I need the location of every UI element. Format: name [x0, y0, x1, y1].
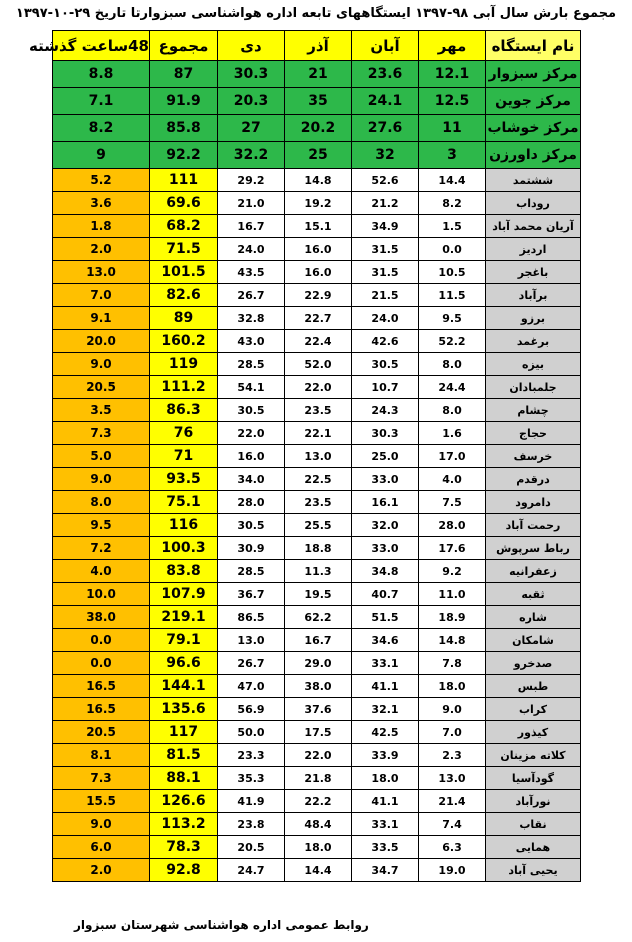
station-name-cell: شاره: [486, 606, 581, 629]
station-name-cell: بیزه: [486, 353, 581, 376]
station-row: [53, 491, 581, 514]
mehr-cell: 11.5: [419, 284, 486, 307]
header-dey: دی: [218, 31, 285, 61]
header-azar: آذر: [285, 31, 352, 61]
aban-cell: 32.1: [352, 698, 419, 721]
last-48h-cell: 16.5: [53, 698, 150, 721]
last-48h-cell: 8.2: [53, 115, 150, 142]
total-cell: 83.8: [150, 560, 218, 583]
azar-cell: 37.6: [285, 698, 352, 721]
station-row: [53, 330, 581, 353]
station-row: [53, 813, 581, 836]
station-row: [53, 215, 581, 238]
total-cell: 107.9: [150, 583, 218, 606]
mehr-cell: 18.0: [419, 675, 486, 698]
dey-cell: 16.0: [218, 445, 285, 468]
station-row: [53, 606, 581, 629]
last-48h-cell: 3.5: [53, 399, 150, 422]
mehr-cell: 3: [419, 142, 486, 169]
dey-cell: 24.0: [218, 238, 285, 261]
dey-cell: 20.3: [218, 88, 285, 115]
aban-cell: 42.6: [352, 330, 419, 353]
station-name-cell: برآباد: [486, 284, 581, 307]
dey-cell: 24.7: [218, 859, 285, 882]
station-row: [53, 353, 581, 376]
dey-cell: 86.5: [218, 606, 285, 629]
aban-cell: 51.5: [352, 606, 419, 629]
station-row: [53, 560, 581, 583]
mehr-cell: 9.0: [419, 698, 486, 721]
last-48h-cell: 9.0: [53, 813, 150, 836]
station-name-cell: برغمد: [486, 330, 581, 353]
aban-cell: 21.5: [352, 284, 419, 307]
last-48h-cell: 5.2: [53, 169, 150, 192]
station-row: [53, 629, 581, 652]
azar-cell: 22.5: [285, 468, 352, 491]
station-name-cell: نقاب: [486, 813, 581, 836]
aban-cell: 42.5: [352, 721, 419, 744]
azar-cell: 17.5: [285, 721, 352, 744]
header-row: [53, 31, 581, 61]
last-48h-cell: 20.0: [53, 330, 150, 353]
aban-cell: 33.1: [352, 813, 419, 836]
dey-cell: 28.5: [218, 353, 285, 376]
azar-cell: 14.8: [285, 169, 352, 192]
station-name-cell: نورآباد: [486, 790, 581, 813]
station-row: [53, 192, 581, 215]
mehr-cell: 4.0: [419, 468, 486, 491]
last-48h-cell: 5.0: [53, 445, 150, 468]
station-row: [53, 698, 581, 721]
rainfall-table: [29, 30, 581, 882]
center-row: [53, 88, 581, 115]
azar-cell: 20.2: [285, 115, 352, 142]
azar-cell: 22.7: [285, 307, 352, 330]
station-name-cell: گودآسیا: [486, 767, 581, 790]
station-name-cell: ثقبه: [486, 583, 581, 606]
last-48h-cell: 9.0: [53, 468, 150, 491]
last-48h-cell: 8.1: [53, 744, 150, 767]
last-48h-cell: 0.0: [53, 629, 150, 652]
aban-cell: 33.5: [352, 836, 419, 859]
azar-cell: 35: [285, 88, 352, 115]
station-name-cell: مرکز خوشاب: [486, 115, 581, 142]
station-name-cell: شامکان: [486, 629, 581, 652]
last-48h-cell: 9.5: [53, 514, 150, 537]
dey-cell: 30.5: [218, 514, 285, 537]
aban-cell: 16.1: [352, 491, 419, 514]
footer-credit: روابط عمومی اداره هواشناسی شهرستان سبزوار: [74, 918, 369, 932]
total-cell: 86.3: [150, 399, 218, 422]
last-48h-cell: 7.3: [53, 422, 150, 445]
aban-cell: 34.9: [352, 215, 419, 238]
last-48h-cell: 9.0: [53, 353, 150, 376]
center-row: [53, 115, 581, 142]
aban-cell: 18.0: [352, 767, 419, 790]
last-48h-cell: 9.1: [53, 307, 150, 330]
azar-cell: 18.8: [285, 537, 352, 560]
azar-cell: 14.4: [285, 859, 352, 882]
aban-cell: 30.5: [352, 353, 419, 376]
station-name-cell: زعفرانیه: [486, 560, 581, 583]
station-row: [53, 422, 581, 445]
mehr-cell: 12.5: [419, 88, 486, 115]
dey-cell: 56.9: [218, 698, 285, 721]
aban-cell: 24.3: [352, 399, 419, 422]
aban-cell: 30.3: [352, 422, 419, 445]
mehr-cell: 7.4: [419, 813, 486, 836]
last-48h-cell: 15.5: [53, 790, 150, 813]
azar-cell: 22.4: [285, 330, 352, 353]
azar-cell: 22.9: [285, 284, 352, 307]
mehr-cell: 17.0: [419, 445, 486, 468]
azar-cell: 16.7: [285, 629, 352, 652]
total-cell: 85.8: [150, 115, 218, 142]
last-48h-cell: 16.5: [53, 675, 150, 698]
last-48h-cell: 9: [53, 142, 150, 169]
dey-cell: 43.5: [218, 261, 285, 284]
station-name-cell: مرکز داورزن: [486, 142, 581, 169]
station-row: [53, 652, 581, 675]
azar-cell: 15.1: [285, 215, 352, 238]
center-row: [53, 142, 581, 169]
azar-cell: 48.4: [285, 813, 352, 836]
aban-cell: 33.0: [352, 537, 419, 560]
total-cell: 81.5: [150, 744, 218, 767]
station-name-cell: صدخرو: [486, 652, 581, 675]
azar-cell: 22.0: [285, 376, 352, 399]
total-cell: 78.3: [150, 836, 218, 859]
total-cell: 71.5: [150, 238, 218, 261]
station-row: [53, 307, 581, 330]
last-48h-cell: 20.5: [53, 376, 150, 399]
azar-cell: 38.0: [285, 675, 352, 698]
station-row: [53, 790, 581, 813]
total-cell: 119: [150, 353, 218, 376]
dey-cell: 30.5: [218, 399, 285, 422]
total-cell: 71: [150, 445, 218, 468]
page-title: مجموع بارش سال آبی ۹۸-۱۳۹۷ ایستگاههای تابعه اداره هواشناسی سبزوارتا تاریخ ۲۹-۱۰-۱۳۹۷: [15, 6, 617, 21]
mehr-cell: 7.8: [419, 652, 486, 675]
mehr-cell: 14.4: [419, 169, 486, 192]
last-48h-cell: 8.8: [53, 61, 150, 88]
dey-cell: 23.3: [218, 744, 285, 767]
total-cell: 82.6: [150, 284, 218, 307]
aban-cell: 52.6: [352, 169, 419, 192]
dey-cell: 28.0: [218, 491, 285, 514]
last-48h-cell: 2.0: [53, 238, 150, 261]
total-cell: 100.3: [150, 537, 218, 560]
last-48h-cell: 7.0: [53, 284, 150, 307]
station-row: [53, 537, 581, 560]
station-row: [53, 284, 581, 307]
station-row: [53, 399, 581, 422]
station-name-cell: چشام: [486, 399, 581, 422]
station-name-cell: حجاج: [486, 422, 581, 445]
mehr-cell: 8.0: [419, 353, 486, 376]
dey-cell: 30.9: [218, 537, 285, 560]
station-name-cell: دامرود: [486, 491, 581, 514]
header-last-48h: 48ساعت گذشته: [53, 31, 150, 61]
dey-cell: 32.8: [218, 307, 285, 330]
aban-cell: 21.2: [352, 192, 419, 215]
mehr-cell: 6.3: [419, 836, 486, 859]
station-row: [53, 261, 581, 284]
total-cell: 79.1: [150, 629, 218, 652]
aban-cell: 23.6: [352, 61, 419, 88]
dey-cell: 16.7: [218, 215, 285, 238]
total-cell: 144.1: [150, 675, 218, 698]
dey-cell: 26.7: [218, 652, 285, 675]
station-name-cell: مرکز سبزوار: [486, 61, 581, 88]
station-name-cell: درقدم: [486, 468, 581, 491]
last-48h-cell: 7.2: [53, 537, 150, 560]
center-row: [53, 61, 581, 88]
station-name-cell: آریان محمد آباد: [486, 215, 581, 238]
total-cell: 160.2: [150, 330, 218, 353]
station-row: [53, 721, 581, 744]
station-row: [53, 583, 581, 606]
total-cell: 76: [150, 422, 218, 445]
dey-cell: 30.3: [218, 61, 285, 88]
aban-cell: 31.5: [352, 261, 419, 284]
mehr-cell: 19.0: [419, 859, 486, 882]
aban-cell: 33.1: [352, 652, 419, 675]
mehr-cell: 13.0: [419, 767, 486, 790]
station-name-cell: مرکز جوین: [486, 88, 581, 115]
mehr-cell: 9.5: [419, 307, 486, 330]
azar-cell: 19.2: [285, 192, 352, 215]
mehr-cell: 10.5: [419, 261, 486, 284]
azar-cell: 22.0: [285, 744, 352, 767]
total-cell: 135.6: [150, 698, 218, 721]
azar-cell: 25: [285, 142, 352, 169]
dey-cell: 27: [218, 115, 285, 142]
azar-cell: 25.5: [285, 514, 352, 537]
mehr-cell: 12.1: [419, 61, 486, 88]
total-cell: 92.8: [150, 859, 218, 882]
azar-cell: 21.8: [285, 767, 352, 790]
station-row: [53, 514, 581, 537]
last-48h-cell: 20.5: [53, 721, 150, 744]
station-name-cell: طبس: [486, 675, 581, 698]
station-name-cell: رباط سرپوش: [486, 537, 581, 560]
station-name-cell: برزو: [486, 307, 581, 330]
table-body: [53, 61, 581, 882]
azar-cell: 29.0: [285, 652, 352, 675]
mehr-cell: 14.8: [419, 629, 486, 652]
dey-cell: 50.0: [218, 721, 285, 744]
total-cell: 91.9: [150, 88, 218, 115]
station-name-cell: ششتمد: [486, 169, 581, 192]
mehr-cell: 28.0: [419, 514, 486, 537]
azar-cell: 62.2: [285, 606, 352, 629]
last-48h-cell: 13.0: [53, 261, 150, 284]
last-48h-cell: 7.1: [53, 88, 150, 115]
last-48h-cell: 7.3: [53, 767, 150, 790]
dey-cell: 29.2: [218, 169, 285, 192]
total-cell: 96.6: [150, 652, 218, 675]
azar-cell: 52.0: [285, 353, 352, 376]
last-48h-cell: 1.8: [53, 215, 150, 238]
dey-cell: 35.3: [218, 767, 285, 790]
aban-cell: 24.1: [352, 88, 419, 115]
aban-cell: 33.9: [352, 744, 419, 767]
mehr-cell: 18.9: [419, 606, 486, 629]
last-48h-cell: 6.0: [53, 836, 150, 859]
dey-cell: 21.0: [218, 192, 285, 215]
header-total: مجموع: [150, 31, 218, 61]
station-name-cell: کراب: [486, 698, 581, 721]
last-48h-cell: 8.0: [53, 491, 150, 514]
total-cell: 126.6: [150, 790, 218, 813]
dey-cell: 47.0: [218, 675, 285, 698]
station-name-cell: کیذور: [486, 721, 581, 744]
total-cell: 219.1: [150, 606, 218, 629]
mehr-cell: 1.6: [419, 422, 486, 445]
aban-cell: 41.1: [352, 675, 419, 698]
mehr-cell: 7.0: [419, 721, 486, 744]
station-row: [53, 445, 581, 468]
total-cell: 93.5: [150, 468, 218, 491]
total-cell: 111.2: [150, 376, 218, 399]
station-row: [53, 675, 581, 698]
mehr-cell: 8.0: [419, 399, 486, 422]
total-cell: 92.2: [150, 142, 218, 169]
station-row: [53, 859, 581, 882]
total-cell: 87: [150, 61, 218, 88]
aban-cell: 34.8: [352, 560, 419, 583]
station-row: [53, 238, 581, 261]
total-cell: 117: [150, 721, 218, 744]
aban-cell: 25.0: [352, 445, 419, 468]
last-48h-cell: 0.0: [53, 652, 150, 675]
last-48h-cell: 2.0: [53, 859, 150, 882]
station-row: [53, 376, 581, 399]
station-name-cell: کلاته مزینان: [486, 744, 581, 767]
dey-cell: 34.0: [218, 468, 285, 491]
last-48h-cell: 38.0: [53, 606, 150, 629]
azar-cell: 22.2: [285, 790, 352, 813]
azar-cell: 23.5: [285, 399, 352, 422]
aban-cell: 40.7: [352, 583, 419, 606]
dey-cell: 41.9: [218, 790, 285, 813]
azar-cell: 22.1: [285, 422, 352, 445]
total-cell: 69.6: [150, 192, 218, 215]
mehr-cell: 9.2: [419, 560, 486, 583]
dey-cell: 28.5: [218, 560, 285, 583]
aban-cell: 31.5: [352, 238, 419, 261]
mehr-cell: 1.5: [419, 215, 486, 238]
mehr-cell: 7.5: [419, 491, 486, 514]
station-name-cell: خرسف: [486, 445, 581, 468]
total-cell: 116: [150, 514, 218, 537]
last-48h-cell: 10.0: [53, 583, 150, 606]
azar-cell: 18.0: [285, 836, 352, 859]
mehr-cell: 17.6: [419, 537, 486, 560]
station-name-cell: یحیی آباد: [486, 859, 581, 882]
azar-cell: 19.5: [285, 583, 352, 606]
aban-cell: 10.7: [352, 376, 419, 399]
mehr-cell: 21.4: [419, 790, 486, 813]
mehr-cell: 0.0: [419, 238, 486, 261]
azar-cell: 23.5: [285, 491, 352, 514]
aban-cell: 33.0: [352, 468, 419, 491]
mehr-cell: 11: [419, 115, 486, 142]
mehr-cell: 52.2: [419, 330, 486, 353]
dey-cell: 20.5: [218, 836, 285, 859]
azar-cell: 16.0: [285, 238, 352, 261]
total-cell: 75.1: [150, 491, 218, 514]
station-name-cell: همایی: [486, 836, 581, 859]
header-aban: آبان: [352, 31, 419, 61]
dey-cell: 36.7: [218, 583, 285, 606]
aban-cell: 24.0: [352, 307, 419, 330]
mehr-cell: 2.3: [419, 744, 486, 767]
total-cell: 88.1: [150, 767, 218, 790]
azar-cell: 16.0: [285, 261, 352, 284]
total-cell: 89: [150, 307, 218, 330]
mehr-cell: 11.0: [419, 583, 486, 606]
aban-cell: 41.1: [352, 790, 419, 813]
dey-cell: 13.0: [218, 629, 285, 652]
mehr-cell: 8.2: [419, 192, 486, 215]
mehr-cell: 24.4: [419, 376, 486, 399]
azar-cell: 13.0: [285, 445, 352, 468]
station-name-cell: رحمت آباد: [486, 514, 581, 537]
aban-cell: 27.6: [352, 115, 419, 142]
aban-cell: 34.6: [352, 629, 419, 652]
azar-cell: 21: [285, 61, 352, 88]
aban-cell: 32: [352, 142, 419, 169]
station-row: [53, 744, 581, 767]
last-48h-cell: 3.6: [53, 192, 150, 215]
station-row: [53, 767, 581, 790]
station-name-cell: جلمبادان: [486, 376, 581, 399]
dey-cell: 26.7: [218, 284, 285, 307]
station-name-cell: اردیز: [486, 238, 581, 261]
station-row: [53, 836, 581, 859]
dey-cell: 22.0: [218, 422, 285, 445]
dey-cell: 32.2: [218, 142, 285, 169]
station-row: [53, 169, 581, 192]
total-cell: 68.2: [150, 215, 218, 238]
header-mehr: مهر: [419, 31, 486, 61]
station-name-cell: روداب: [486, 192, 581, 215]
aban-cell: 32.0: [352, 514, 419, 537]
dey-cell: 43.0: [218, 330, 285, 353]
aban-cell: 34.7: [352, 859, 419, 882]
header-station-name: نام ایستگاه: [486, 31, 581, 61]
azar-cell: 11.3: [285, 560, 352, 583]
station-name-cell: باغجر: [486, 261, 581, 284]
last-48h-cell: 4.0: [53, 560, 150, 583]
total-cell: 101.5: [150, 261, 218, 284]
dey-cell: 23.8: [218, 813, 285, 836]
total-cell: 113.2: [150, 813, 218, 836]
station-row: [53, 468, 581, 491]
total-cell: 111: [150, 169, 218, 192]
dey-cell: 54.1: [218, 376, 285, 399]
